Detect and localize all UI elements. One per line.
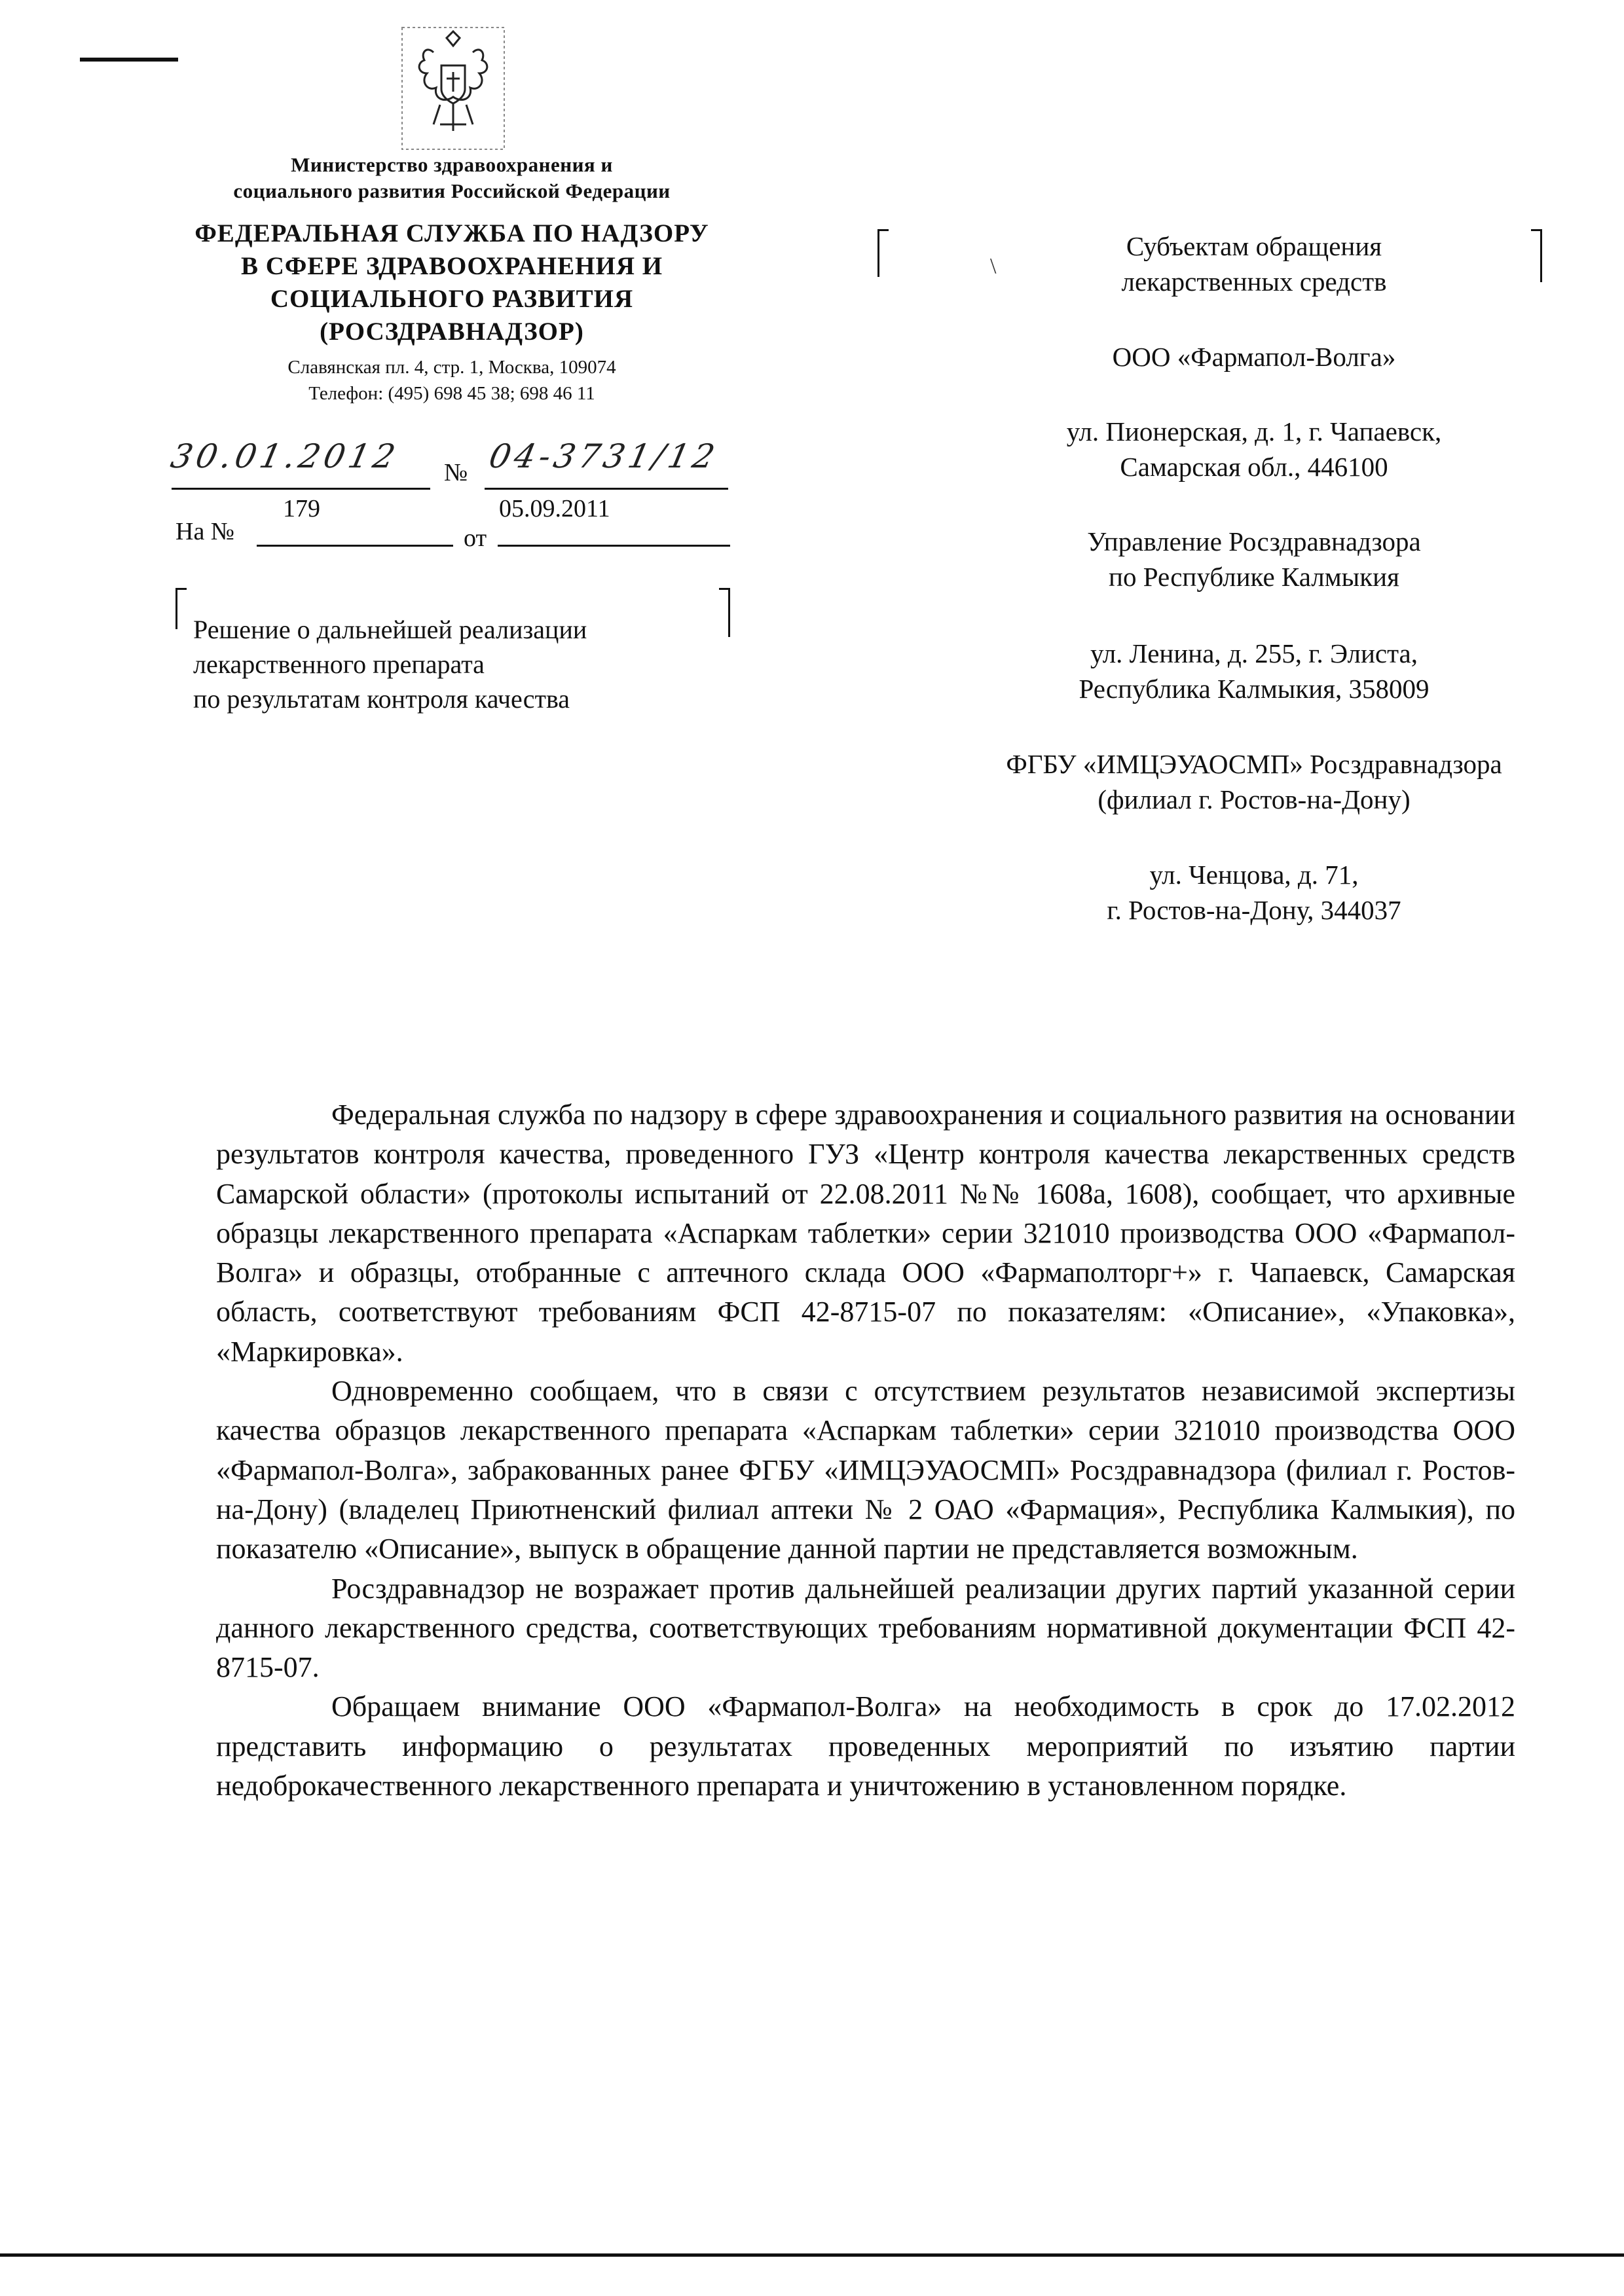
scan-mark: \ (990, 254, 997, 278)
recipient-line: ООО «Фармапол-Волга» (1112, 342, 1396, 372)
service-line: (РОСЗДРАВНАДЗОР) (320, 318, 584, 346)
recipient-block (897, 746, 1611, 817)
recipient-address-block (897, 414, 1611, 484)
ministry-name (151, 152, 753, 204)
recipient-line: г. Ростов-на-Дону, 344037 (1107, 895, 1401, 925)
subject-line: по результатам контроля качества (193, 684, 570, 714)
recipient-line: ФГБУ «ИМЦЭУАОСМП» Росздравнадзора (1006, 749, 1502, 779)
ref-number-underline (257, 545, 453, 547)
recipient-block (897, 524, 1611, 594)
recipient-line: (филиал г. Ростов-на-Дону) (1098, 784, 1411, 814)
service-name (151, 217, 753, 348)
recipient-line: ул. Ленина, д. 255, г. Элиста, (1090, 638, 1418, 668)
number-label: № (444, 459, 468, 486)
ministry-line: социального развития Российской Федерации (233, 179, 671, 202)
letter-body (216, 1095, 1515, 1806)
service-line: В СФЕРЕ ЗДРАВООХРАНЕНИЯ И (240, 252, 663, 280)
recipient-line: Управление Росздравнадзора (1087, 526, 1421, 556)
recipient-line: Субъектам обращения (1126, 231, 1382, 261)
ref-from-label: от (464, 524, 487, 552)
number-underline (485, 488, 728, 490)
recipient-line: Республика Калмыкия, 358009 (1079, 674, 1430, 704)
letter-subject (193, 612, 717, 716)
subject-line: лекарственного препарата (193, 649, 485, 679)
body-paragraph: Одновременно сообщаем, что в связи с отсутствием результатов независимой экспертизы качества образцов лекарственного препарата «Аспаркам таблетки» серии 321010 производства ООО «Фармапол-Волга», забракованных ранее ФГБУ «ИМЦЭУАОСМП» Росздравнадзора (филиал г. Ростов-на-Дону) (владелец Приютненский филиал аптеки № 2 ОАО «Фармация», Республика Калмыкия), по показателю «Описание», выпуск в обращение данной партии не представляется возможным. (216, 1375, 1515, 1565)
registration-date-handwritten: 30.01.2012 (167, 437, 403, 475)
ref-date: 05.09.2011 (499, 495, 610, 522)
ref-date-underline (498, 545, 730, 547)
sender-address: Славянская пл. 4, стр. 1, Москва, 109074 (287, 357, 616, 378)
subject-line: Решение о дальнейшей реализации (193, 615, 587, 644)
subject-bracket-left (175, 588, 187, 629)
recipient-block (897, 339, 1611, 374)
body-paragraph: Росздравнадзор не возражает против дальнейшей реализации других партий указанной серии данного лекарственного средства, соответствующих требованиям нормативной документации ФСП 42-8715-07. (216, 1572, 1515, 1684)
recipient-address-block (897, 857, 1611, 928)
recipient-address-block (897, 636, 1611, 706)
service-line: ФЕДЕРАЛЬНАЯ СЛУЖБА ПО НАДЗОРУ (194, 219, 709, 247)
page-bottom-rule (0, 2253, 1624, 2257)
recipient-line: ул. Ченцова, д. 71, (1149, 860, 1359, 890)
date-underline (172, 488, 430, 490)
ref-number: 179 (283, 495, 320, 522)
service-line: СОЦИАЛЬНОГО РАЗВИТИЯ (270, 285, 634, 313)
recipient-line: ул. Пионерская, д. 1, г. Чапаевск, (1066, 416, 1442, 446)
ministry-line: Министерство здравоохранения и (291, 153, 613, 176)
header-dash (80, 58, 178, 62)
recipient-bracket-left (877, 229, 889, 277)
recipient-line: по Республике Калмыкия (1109, 562, 1399, 592)
subject-bracket-right (719, 588, 730, 637)
body-paragraph: Обращаем внимание ООО «Фармапол-Волга» на необходимость в срок до 17.02.2012 представить информацию о результатах проведенных мероприятий по изъятию партии недоброкачественного лекарственного препарата и уничтожению в установленном порядке. (216, 1690, 1515, 1802)
recipient-line: лекарственных средств (1121, 266, 1387, 297)
coat-of-arms-emblem (401, 26, 506, 151)
sender-phone: Телефон: (495) 698 45 38; 698 46 11 (308, 383, 595, 404)
sender-contacts (151, 354, 753, 407)
ref-label: На № (175, 518, 235, 545)
recipient-block (897, 228, 1611, 299)
body-paragraph: Федеральная служба по надзору в сфере здравоохранения и социального развития на основании результатов контроля качества, проведенного ГУЗ «Центр контроля качества лекарственных средств Самарской области» (протоколы испытаний от 22.08.2011 №№ 1608а, 1608), сообщает, что архивные образцы лекарственного препарата «Аспаркам таблетки» серии 321010 производства ООО «Фармапол-Волга» и образцы, отобранные с аптечного склада ООО «Фармаполторг+» г. Чапаевск, Самарская область, соответствуют требованиям ФСП 42-8715-07 по показателям: «Описание», «Упаковка», «Маркировка». (216, 1099, 1515, 1368)
registration-number-handwritten: 04-3731/12 (485, 437, 722, 475)
recipient-line: Самарская обл., 446100 (1120, 452, 1388, 482)
